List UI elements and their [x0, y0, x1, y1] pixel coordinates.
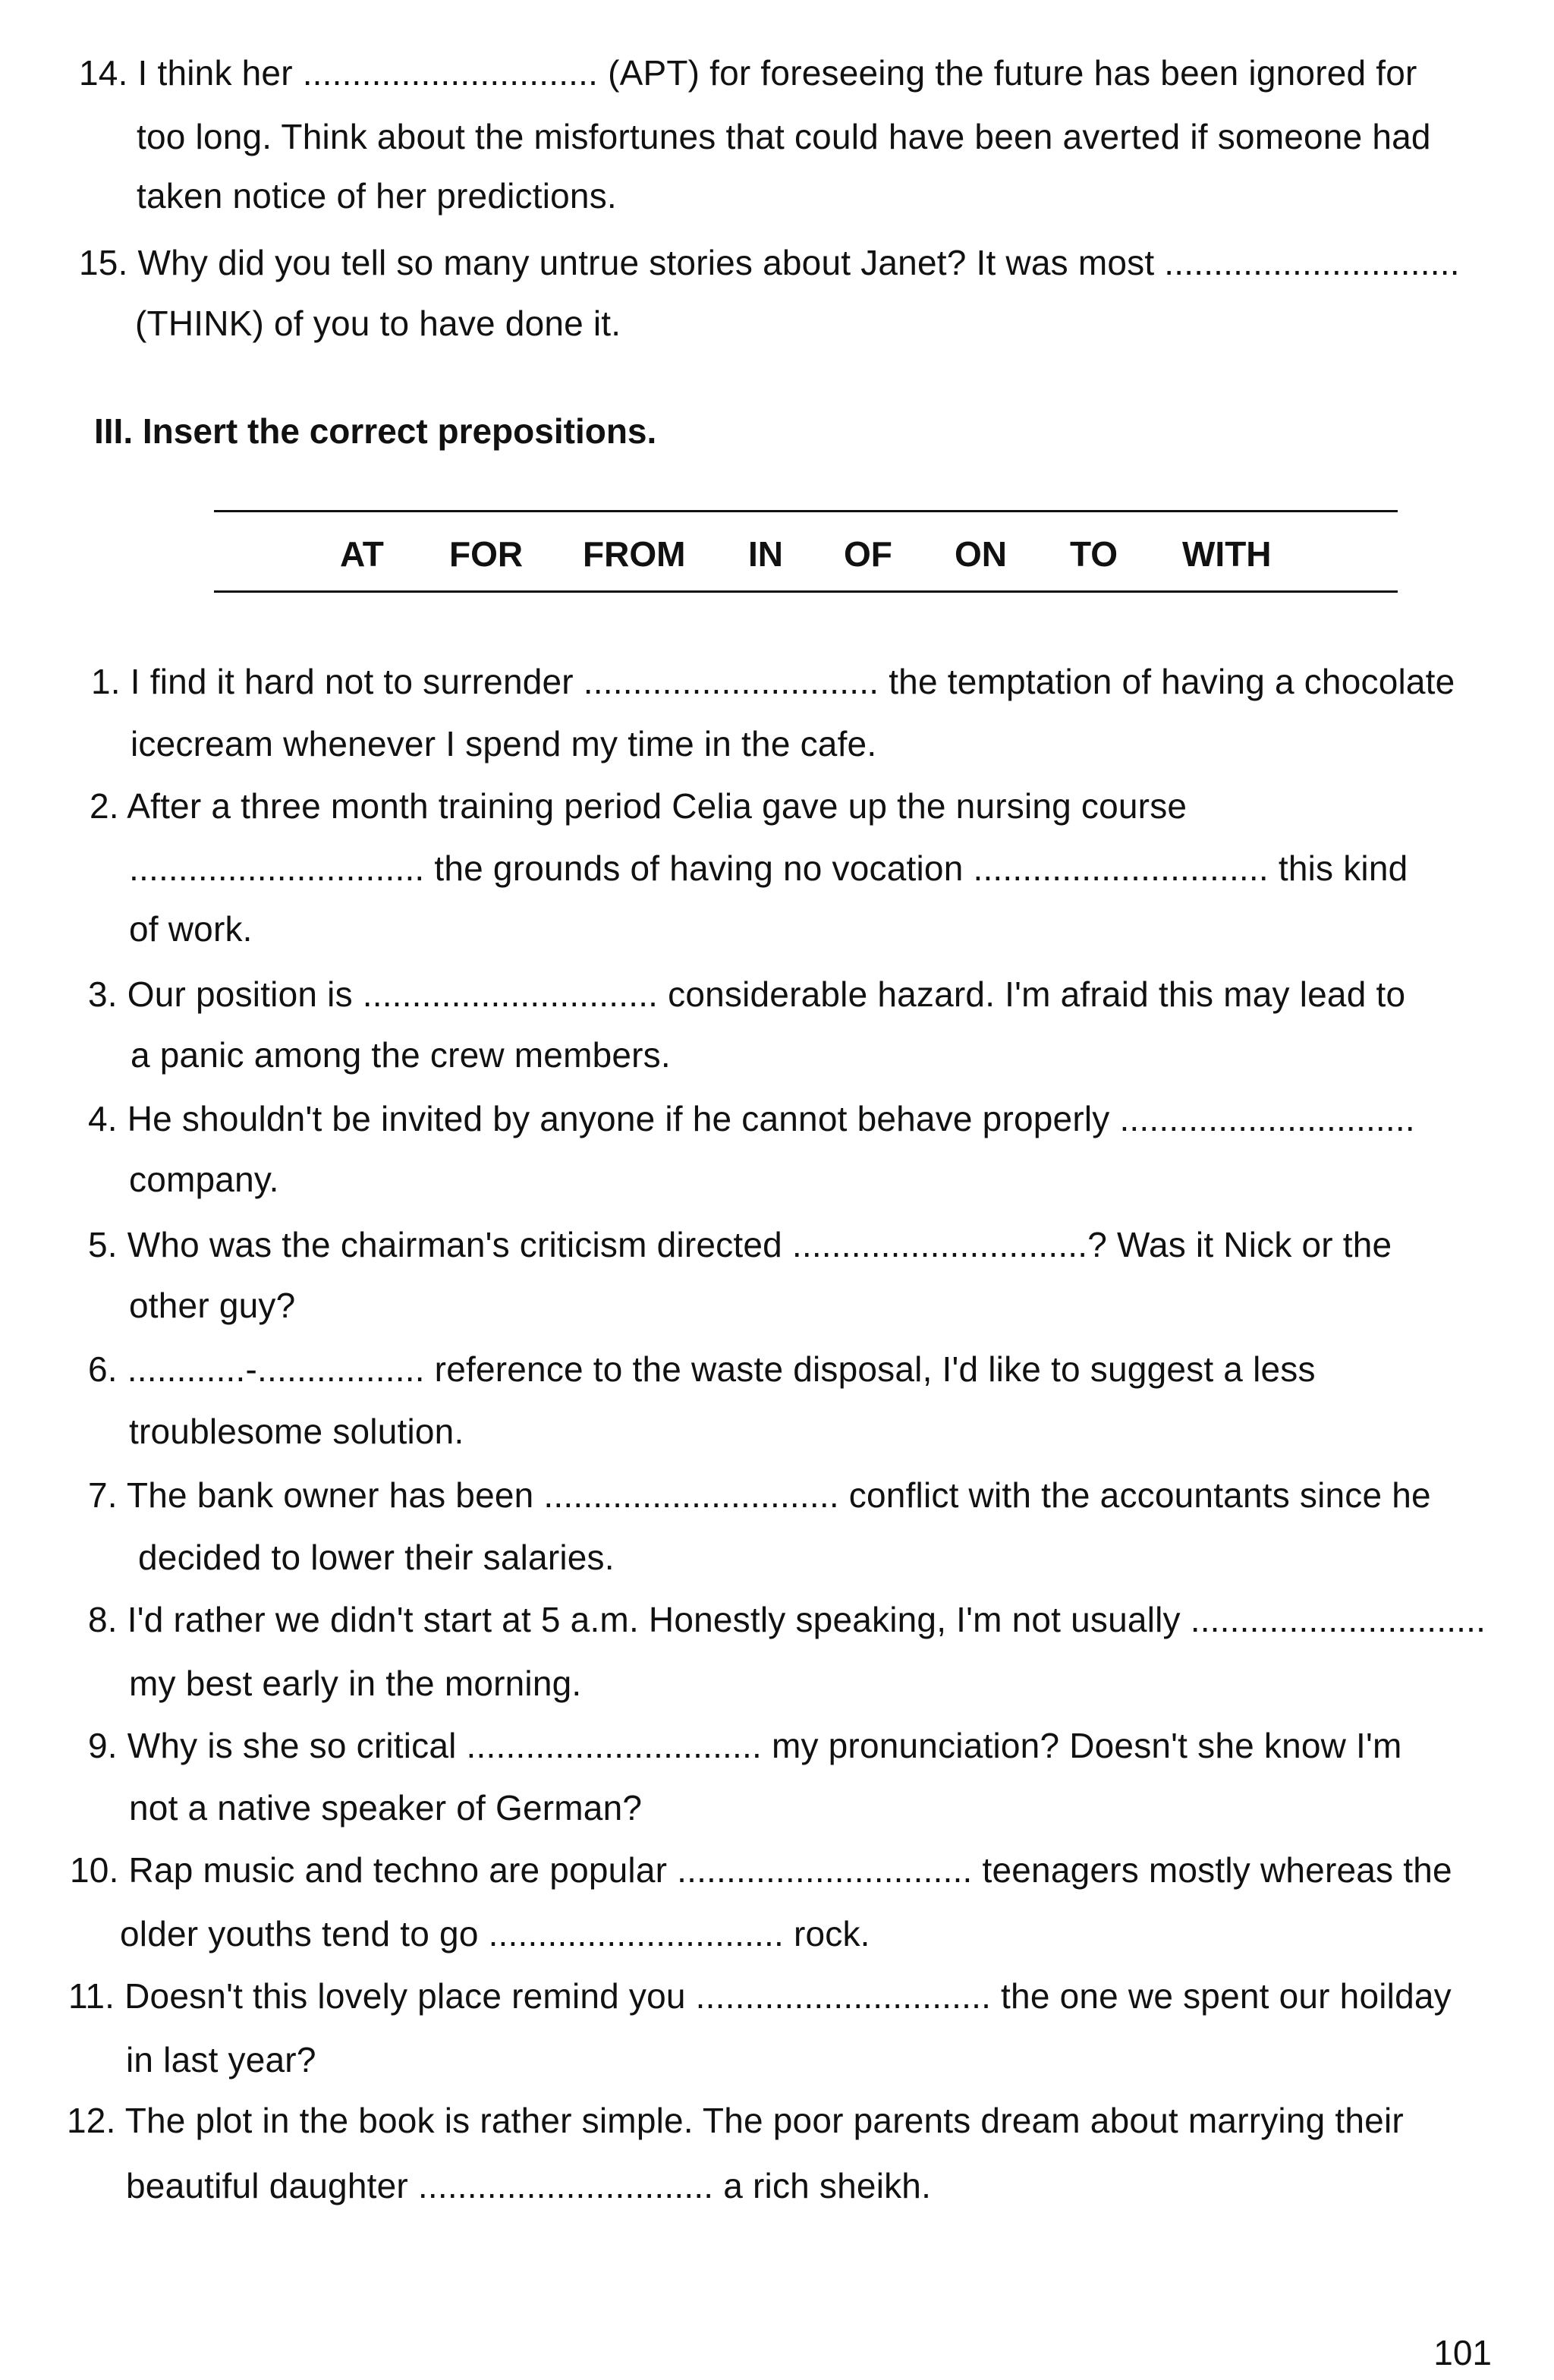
item-11-line-1	[68, 1975, 1452, 2017]
word-box	[214, 531, 1398, 577]
item-14-line-1	[79, 52, 1417, 94]
item-3-line-2: a panic among the crew members.	[131, 1035, 671, 1075]
item-text: The bank owner has been .............................. conflict with the accountants since he	[126, 1475, 1431, 1515]
item-1-line-1	[91, 660, 1455, 703]
item-text: Rap music and techno are popular .............................. teenagers mostly whereas the	[128, 1850, 1452, 1890]
item-number: 3.	[88, 974, 118, 1014]
item-number: 5.	[88, 1225, 118, 1264]
item-number: 7.	[88, 1475, 118, 1515]
word-box-top-rule	[214, 510, 1398, 512]
item-text: Why did you tell so many untrue stories about Janet? It was most ..............................	[137, 243, 1460, 282]
item-number: 8.	[88, 1600, 118, 1639]
item-text: I'd rather we didn't start at 5 a.m. Honestly speaking, I'm not usually ..............................	[127, 1600, 1486, 1639]
item-15-line-2: (THINK) of you to have done it.	[135, 304, 621, 343]
item-number: 14.	[79, 53, 128, 93]
item-6-line-2: troublesome solution.	[129, 1412, 464, 1451]
item-number: 4.	[88, 1099, 118, 1138]
item-9-line-2: not a native speaker of German?	[129, 1788, 643, 1828]
item-text: After a three month training period Celia gave up the nursing course	[127, 786, 1188, 826]
item-7-line-2: decided to lower their salaries.	[138, 1538, 615, 1577]
item-10-line-1	[70, 1849, 1452, 1891]
item-text: I find it hard not to surrender .............................. the temptation of having a chocolate	[130, 662, 1455, 701]
item-text: Doesn't this lovely place remind you .............................. the one we spent our hoilday	[124, 1976, 1452, 2016]
word-for: FOR	[449, 534, 524, 574]
item-4-line-1	[88, 1097, 1415, 1140]
item-text: Why is she so critical .............................. my pronunciation? Doesn't she know I'm	[127, 1726, 1402, 1765]
item-5-line-2: other guy?	[129, 1286, 296, 1325]
item-4-line-2: company.	[129, 1160, 279, 1199]
item-1-line-2: icecream whenever I spend my time in the cafe.	[131, 724, 877, 763]
item-number: 1.	[91, 662, 121, 701]
word-to: TO	[1070, 534, 1118, 574]
item-number: 2.	[90, 786, 119, 826]
item-3-line-1	[88, 973, 1405, 1015]
item-number: 10.	[70, 1850, 119, 1890]
item-12-line-1	[67, 2099, 1404, 2142]
item-12-line-2: beautiful daughter .............................. a rich sheikh.	[126, 2166, 932, 2205]
word-on: ON	[955, 534, 1007, 574]
page-number: 101	[1433, 2333, 1492, 2372]
item-number: 12.	[67, 2101, 116, 2140]
word-of: OF	[844, 534, 892, 574]
item-6-line-1	[88, 1348, 1316, 1390]
item-number: 6.	[88, 1349, 118, 1389]
word-at: AT	[340, 534, 384, 574]
item-10-line-2: older youths tend to go .............................. rock.	[120, 1914, 870, 1953]
item-14-line-3: taken notice of her predictions.	[137, 176, 617, 216]
item-2-line-3: of work.	[129, 909, 253, 949]
word-with: WITH	[1182, 534, 1272, 574]
item-text: ............-................. reference to the waste disposal, I'd like to suggest a less	[127, 1349, 1316, 1389]
item-number: 11.	[68, 1976, 115, 2016]
word-in: IN	[748, 534, 783, 574]
item-text: Who was the chairman's criticism directed ..............................? Was it Nick or the	[127, 1225, 1392, 1264]
item-2-line-2: .............................. the grounds of having no vocation .............................. this kind	[129, 848, 1408, 888]
item-5-line-1	[88, 1223, 1392, 1266]
word-box-bottom-rule	[214, 590, 1398, 593]
item-8-line-1	[88, 1598, 1486, 1641]
item-text: I think her .............................. (APT) for foreseeing the future has been ignored for	[137, 53, 1417, 93]
item-11-line-2: in last year?	[126, 2040, 316, 2079]
item-number: 15.	[79, 243, 128, 282]
item-text: He shouldn't be invited by anyone if he cannot behave properly ..............................	[127, 1099, 1415, 1138]
item-number: 9.	[88, 1726, 118, 1765]
item-7-line-1	[88, 1474, 1431, 1516]
item-text: The plot in the book is rather simple. The poor parents dream about marrying their	[124, 2101, 1404, 2140]
item-15-line-1	[79, 241, 1460, 284]
item-8-line-2: my best early in the morning.	[129, 1664, 582, 1703]
item-2-line-1	[90, 785, 1187, 827]
item-9-line-1	[88, 1724, 1402, 1767]
word-from: FROM	[583, 534, 686, 574]
exercise-heading: III. Insert the correct prepositions.	[94, 411, 657, 451]
item-text: Our position is .............................. considerable hazard. I'm afraid this may lead to	[127, 974, 1406, 1014]
item-14-line-2: too long. Think about the misfortunes that could have been averted if someone had	[137, 117, 1431, 156]
